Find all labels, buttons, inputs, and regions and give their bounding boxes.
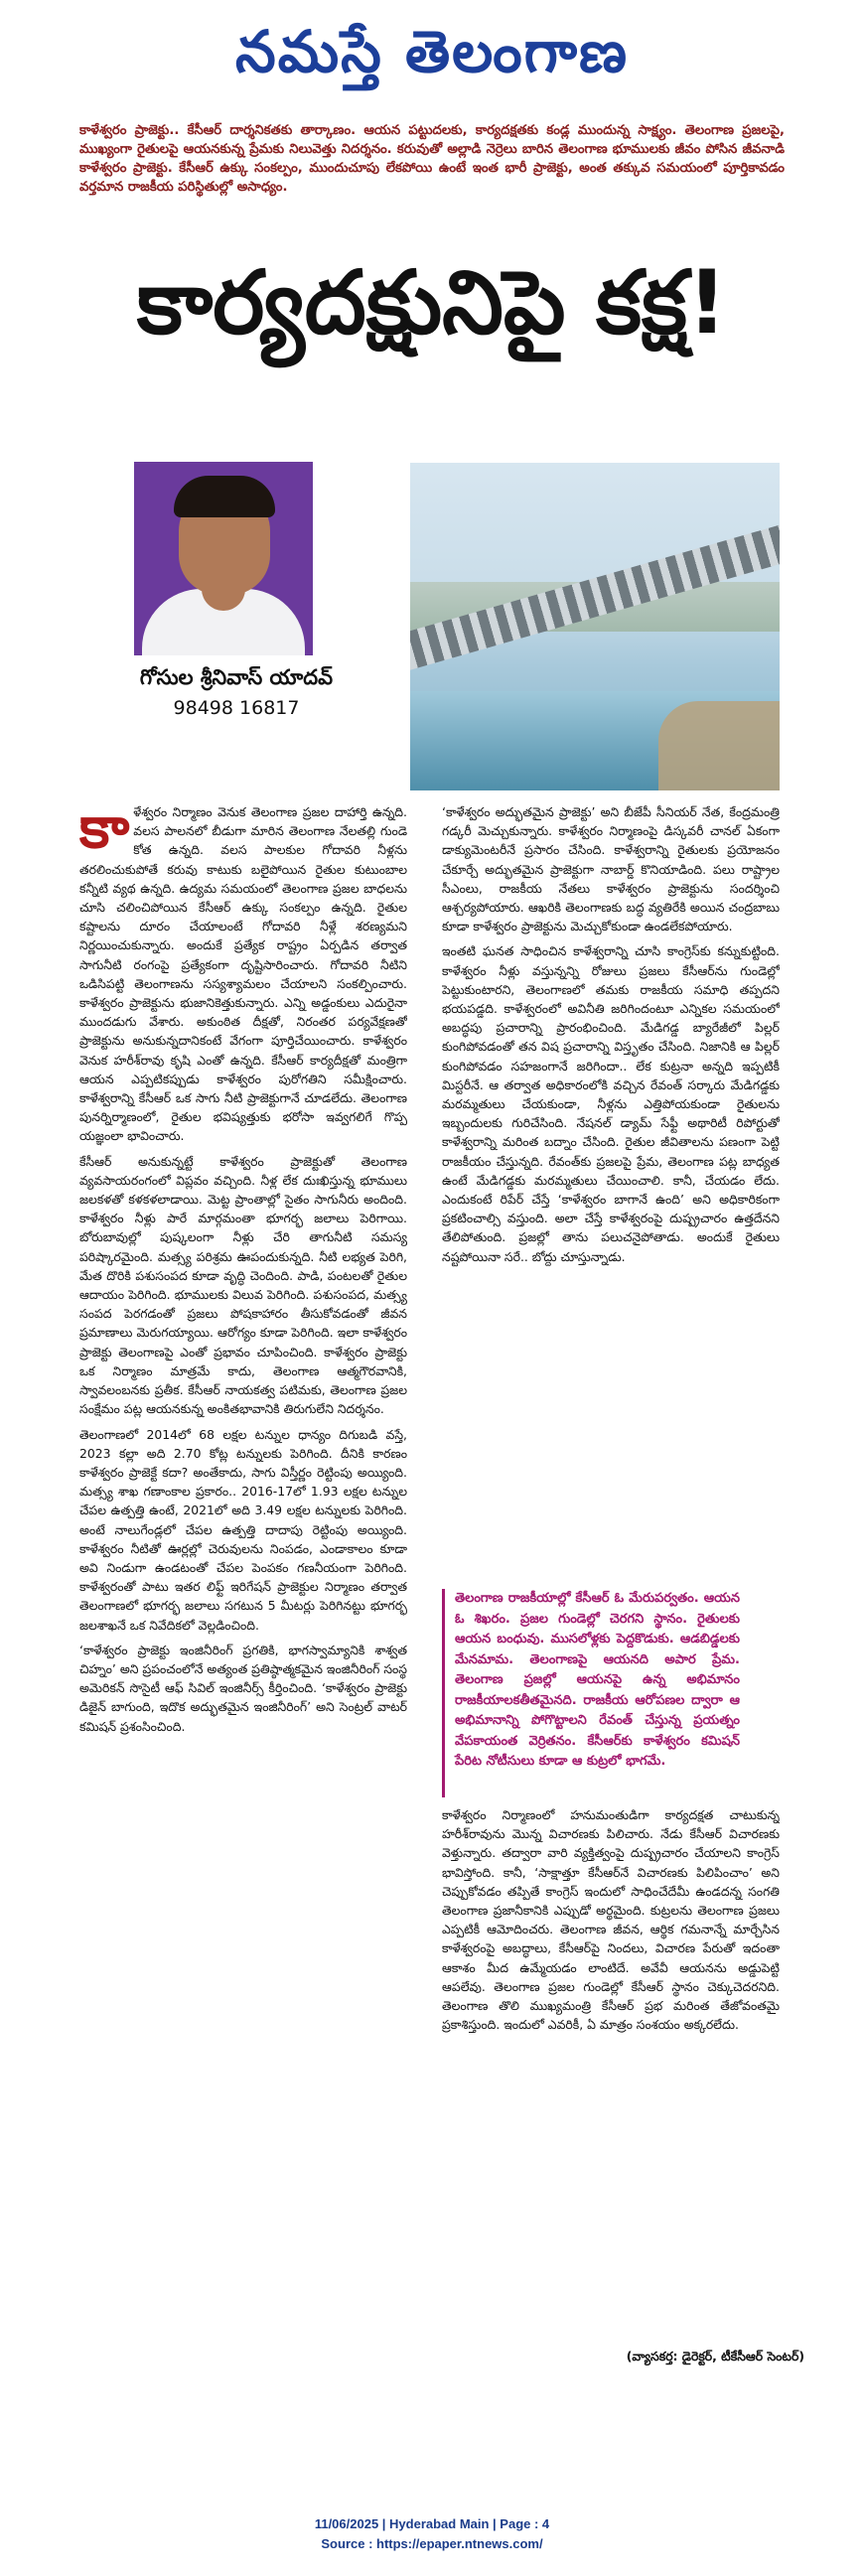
pull-quote: తెలంగాణ రాజకీయాల్లో కేసీఆర్ ఓ మేరుపర్వతం. ఆయన ఓ శిఖరం. ప్రజల గుండెల్లో చెరగని స్థానం. రైతులకు ఆయన బంధువు. ముసలోళ్లకు పెద్దకొడుకు. ఆడబిడ్డలకు మేనమామ. తెలంగాణపై ఆయనది అపార ప్రేమ. తెలంగాణ ప్రజల్లో ఆయనపై ఉన్న అభిమానం రాజకీయాలకతీతమైనది. రాజకీయ ఆరోపణల ద్వారా ఆ అభిమానాన్ని పోగొట్టాలని రేవంత్ చేస్తున్న ప్రయత్నం వేపకాయంత వెర్రితనం. కేసీఆర్‌కు కాళేశ్వరం కమిషన్ పేరిట నోటీసులు కూడా ఆ కుట్రలో భాగమే. [442,1589,740,1797]
author-credit: (వ్యాసకర్త: డైరెక్టర్, టీకేసీఆర్ సెంటర్) [626,2349,804,2363]
paragraph: ‘కాళేశ్వరం అద్భుతమైన ప్రాజెక్టు’ అని బీజేపీ సీనియర్ నేత, కేంద్రమంత్రి గడ్కరీ మెచ్చుకున్నారు. కాళేశ్వరం నిర్మాణంపై డిస్కవరీ చానల్ ఏకంగా డాక్యుమెంటరీనే ప్రసారం చేసింది. కాళేశ్వరాన్ని రైతులకు ప్రయోజనం చేకూర్చే అద్భుతమైన ప్రాజెక్టుగా నాబార్డ్ కొనియాడింది. పలు రాష్ట్రాల సీఎంలు, రాజకీయ నేతలు కాళేశ్వరం ప్రాజెక్టును సందర్శించి ఆశ్చర్యపోయారు. ఆఖరికి తెలంగాణకు బద్ధ వ్యతిరేకి అయిన చంద్రబాబు కూడా కాళేశ్వరం ప్రాజెక్టును మెచ్చుకోకుండా ఉండలేకపోయారు. [442,804,780,934]
article-column-2-bottom [442,1805,780,2342]
article-column-2-top [442,802,780,1587]
paragraph: కాళేశ్వరం నిర్మాణంలో హనుమంతుడిగా కార్యదక్షత చాటుకున్న హరీశ్‌రావును మొన్న విచారణకు పిలిచారు. నేడు కేసీఆర్ విచారణకు వెళ్తున్నారు. తద్వారా వారి వ్యక్తిత్వంపై దుష్ప్రచారం చేయాలని కాంగ్రెస్ భావిస్తోంది. కానీ, ‘సాక్షాత్తూ కేసీఆర్‌నే విచారణకు పిలిపించాం’ అని చెప్పుకోవడం తప్పితే కాంగ్రెస్ ఇందులో సాధించేదేమీ ఉండదన్న సంగతి తెలంగాణ ప్రజానీకానికి ఎప్పుడో అర్థమైంది. కుట్రలను తెలంగాణ ప్రజలు ఎప్పటికీ ఆమోదించరు. తెలంగాణ జీవన, ఆర్థిక గమనాన్నే మార్చేసిన కాళేశ్వరంపై అబద్ధాలు, కేసీఆర్‌పై నిందలు, విచారణ పేరుతో ఇదంతా ఆకాశం మీద ఉమ్మేయడం లాంటిదే. అవేవీ ఆయనను అడ్డుపెట్టి ఆపలేవు. తెలంగాణ ప్రజల గుండెల్లో కేసీఆర్ స్థానం చెక్కుచెదరనిది. తెలంగాణ తొలి ముఖ్యమంత్రి కేసీఆర్ ప్రభ మరింత తేజోవంతమై ప్రకాశిస్తుంది. ఇందులో ఎవరికీ, ఏ మాత్రం సంశయం అక్కరలేదు. [442,1807,780,2033]
article-column-1 [79,802,407,2332]
page-footer [0,2514,864,2554]
author-phone: 98498 16817 [173,697,300,719]
paragraph: ఇంతటి ఘనత సాధించిన కాళేశ్వరాన్ని చూసి కాంగ్రెస్‌కు కన్నుకుట్టింది. కాళేశ్వరం నీళ్లు వస్తున్నన్ని రోజులు ప్రజలు కేసీఆర్‌ను గుండెల్లో పెట్టుకుంటారని, తెలంగాణలో తమకు రాజకీయ సమాధి తప్పదని భయపడ్డది. కాళేశ్వరంలో అవినీతి జరిగిందంటూ ఎన్నికల సమయంలో అబద్ధపు ప్రచారాన్ని ప్రారంభించింది. మేడిగడ్డ బ్యారేజీలో పిల్లర్ కుంగిపోవడంతో తన విష ప్రచారాన్ని విస్తృతం చేసింది. నిజానికి ఆ పిల్లర్ కుంగిపోవడం సహజంగానే జరిగిందా.. లేక కుట్రనా అన్నది ఇప్పటికీ మిస్టరీనే. ఆ తర్వాత అధికారంలోకి వచ్చిన రేవంత్ సర్కారు మేడిగడ్డకు మరమ్మతులు చేయకుండా, నీళ్లను ఎత్తిపోయకుండా రైతులను ఇబ్బందులకు గురిచేసింది. నేషనల్ డ్యామ్ సేఫ్టీ అథారిటీ రిపోర్టుతో కాళేశ్వరాన్ని మరింత బద్నాం చేసింది. రైతుల జీవితాలను పణంగా పెట్టి రాజకీయం చేస్తున్నది. రేవంత్‌కు ప్రజలపై ప్రేమ, తెలంగాణ పట్ల బాధ్యత ఉంటే మేడిగడ్డకు మరమ్మతులు చేయించాలి. కానీ, చేయడం లేదు. ఎందుకంటే రిపేర్ చేస్తే ‘కాళేశ్వరం బాగానే ఉంది’ అని అధికారికంగా ప్రకటించాల్సి వస్తుంది. అలా చేస్తే కాళేశ్వరంపై దుష్ప్రచారం ఉత్తదేనని తేలిపోతుంది. ప్రజల్లో తాను పలుచనైపోతాడు. అందుకే రైతులు నష్టపోయినా సరే.. బోద్దు చూస్తున్నాడు. [442,943,780,1264]
edition-info: 11/06/2025 | Hyderabad Main | Page : 4 [314,2516,550,2531]
paragraph: ‘కాళేశ్వరం ప్రాజెక్టు ఇంజినీరింగ్ ప్రగతికి, భాగస్వామ్యానికి శాశ్వత చిహ్నం’ అని ప్రపంచంలోనే అత్యంత ప్రతిష్ఠాత్మకమైన ఇంజినీరింగ్ సంస్థ అమెరికన్ సొసైటీ ఆఫ్ సివిల్ ఇంజినీర్స్ కీర్తించింది. ‘కాళేశ్వరం ప్రాజెక్టు డిజైన్ బాగుంది, ఇదొక అద్భుతమైన ఇంజినీరింగ్’ అని సెంట్రల్ వాటర్ కమిషన్ ప్రశంసించింది. [79,1642,407,1734]
paragraph: కేసీఆర్ అనుకున్నట్టే కాళేశ్వరం ప్రాజెక్టుతో తెలంగాణ వ్యవసాయరంగంలో విప్లవం వచ్చింది. నీళ్ల లేక దుఃఖిస్తున్న భూములు జలకళతో కళకళలాడాయి. మెట్ట ప్రాంతాల్లో సైతం సాగునీరు అందింది. కాళేశ్వరం నీళ్లు పారే మార్గమంతా భూగర్భ జలాలు పెరిగాయి. బోరుబావుల్లో పుష్కలంగా నీళ్లు చేరి తాగునీటి సమస్య పరిష్కారమైంది. మత్స్య పరిశ్రమ ఊపందుకున్నది. నీటి లభ్యత పెరిగి, మేత దొరికి పశుసంపద కూడా వృద్ధి చెందింది. పాడి, పంటలతో రైతుల ఆదాయం పెరిగింది. భూములకు విలువ పెరిగింది. పశుసంపద, మత్స్య సంపద పెరగడంతో ప్రజలు పోషకాహారం తీసుకోవడంతో జీవన ప్రమాణాలు మెరుగయ్యాయి. ఆరోగ్యం కూడా పెరిగింది. ఇలా కాళేశ్వరం ప్రాజెక్టు తెలంగాణపై ఎంతో ప్రభావం చూపించింది. కాళేశ్వరం ప్రాజెక్టు ఒక నిర్మాణం మాత్రమే కాదు, తెలంగాణ ఆత్మగౌరవానికి, స్వావలంబనకు ప్రతీక. కేసీఆర్ నాయకత్వ పటిమకు, తెలంగాణ ప్రజల సంక్షేమం పట్ల ఆయనకున్న అంకితభావానికి తిరుగులేని నిదర్శనం. [79,1153,407,1417]
paragraph: కాళేశ్వరం నిర్మాణం వెనుక తెలంగాణ ప్రజల దాహార్తి ఉన్నది. వలస పాలనలో బీడుగా మారిన తెలంగాణ నేలతల్లి గుండె కోత ఉన్నది. వలస పాలకుల గోదావరి నీళ్లను తరలించుకుపోతే కరువు కాటుకు బలైపోయిన రైతుల కుటుంబాల కన్నీటి వ్యథ ఉన్నది. ఉద్యమ సమయంలో తెలంగాణ ప్రజల బాధలను చూసి చలించిపోయిన కేసీఆర్ ఉక్కు సంకల్పం ఉన్నది. రైతుల కష్టాలను దూరం చేయాలంటే గోదావరి నీళ్లే శరణ్యమని నిర్ణయించుకున్నారు. అందుకే ప్రత్యేక రాష్ట్రం ఏర్పడిన తర్వాత సాగునీటి రంగంపై ప్రత్యేకంగా దృష్టిసారించారు. గోదావరి నీటిని ఒడిసిపట్టి తెలంగాణను సస్యశ్యామలం చేయాలని సంకల్పించారు. కాళేశ్వరం ప్రాజెక్టును భుజానికెత్తుకున్నారు. ఎన్ని అడ్డంకులు ఎదురైనా ముందడుగు వేశారు. అకుంఠిత దీక్షతో, నిరంతర పర్యవేక్షణతో ప్రాజెక్టును అనుకున్నదానికంటే వేగంగా పూర్తిచేయించారు. కాళేశ్వరం వెనుక హరీశ్‌రావు కృషి ఎంతో ఉన్నది. కేసీఆర్ కార్యదీక్షతో మంత్రిగా ఆయన ఎప్పటికప్పుడు కాళేశ్వరం పురోగతిని సమీక్షించారు. కాళేశ్వరాన్ని కేసీఆర్ ఒక సాగు నీటి ప్రాజెక్టుగానే చూడలేదు. తెలంగాణ పునర్నిర్మాణంలో, రైతుల భవిష్యత్తుకు భరోసా ఇవ్వగలిగే గొప్ప యజ్ఞంలా భావించారు. [79,802,407,1144]
headline [40,248,824,377]
barrage-photo [410,463,780,790]
source-link[interactable]: Source : https://epaper.ntnews.com/ [321,2536,543,2551]
article-lead: కాళేశ్వరం ప్రాజెక్టు.. కేసీఆర్ దార్శనికతకు తార్కాణం. ఆయన పట్టుదలకు, కార్యదక్షతకు కండ్ల ముందున్న సాక్ష్యం. తెలంగాణ ప్రజలపై, ముఖ్యంగా రైతులపై ఆయనకున్న ప్రేమకు నిలువెత్తు నిదర్శనం. కరువుతో అల్లాడి నెర్రెలు బారిన తెలంగాణ భూములకు జీవం పోసిన జీవనాడి కాళేశ్వరం ప్రాజెక్టు. కేసీఆర్ ఉక్కు సంకల్పం, ముందుచూపు లేకపోయి ఉంటే ఇంత భారీ ప్రాజెక్టు, అంత తక్కువ సమయంలో పూర్తికావడం వర్తమాన రాజకీయ పరిస్థితుల్లో అసాధ్యం. [79,123,785,195]
newspaper-title: నమస్తే తెలంగాణ [235,17,629,85]
author-name: గోసుల శ్రీనివాస్ యాదవ్ [139,665,334,689]
headline-text: కార్యదక్షునిపై కక్ష! [136,250,728,354]
author-photo [134,462,313,655]
drop-cap: కా [79,802,130,861]
masthead [0,0,864,117]
paragraph: తెలంగాణలో 2014లో 68 లక్షల టన్నుల ధాన్యం దిగుబడి వస్తే, 2023 కల్లా అది 2.70 కోట్ల టన్నులకు పెరిగింది. దీనికి కారణం కాళేశ్వరం ప్రాజెక్టే కదా? అంతేకాదు, సాగు విస్తీర్ణం రెట్టింపు అయ్యింది. మత్స్య శాఖ గణాంకాల ప్రకారం.. 2016-17లో 1.93 లక్షల టన్నుల చేపల ఉత్పత్తి ఉంటే, 2021లో అది 3.49 లక్షల టన్నులకు పెరిగింది. అంటే నాలుగేండ్లలో చేపల ఉత్పత్తి దాదాపు రెట్టింపు అయ్యింది. కాళేశ్వరం నీటితో ఊర్లల్లో చెరువులను నింపడం, ఎండాకాలం కూడా అవి నిండుగా ఉండటంతో చేపల పెంపకం గణనీయంగా పెరిగింది. కాళేశ్వరంతో పాటు ఇతర లిఫ్ట్ ఇరిగేషన్ ప్రాజెక్టుల నిర్మాణం తర్వాత తెలంగాణలో భూగర్భ జలాలు సగటున 5 మీటర్లు పెరిగినట్టు భూగర్భ జలశాఖనే ఒక నివేదికలో వెల్లడించింది. [79,1426,407,1633]
